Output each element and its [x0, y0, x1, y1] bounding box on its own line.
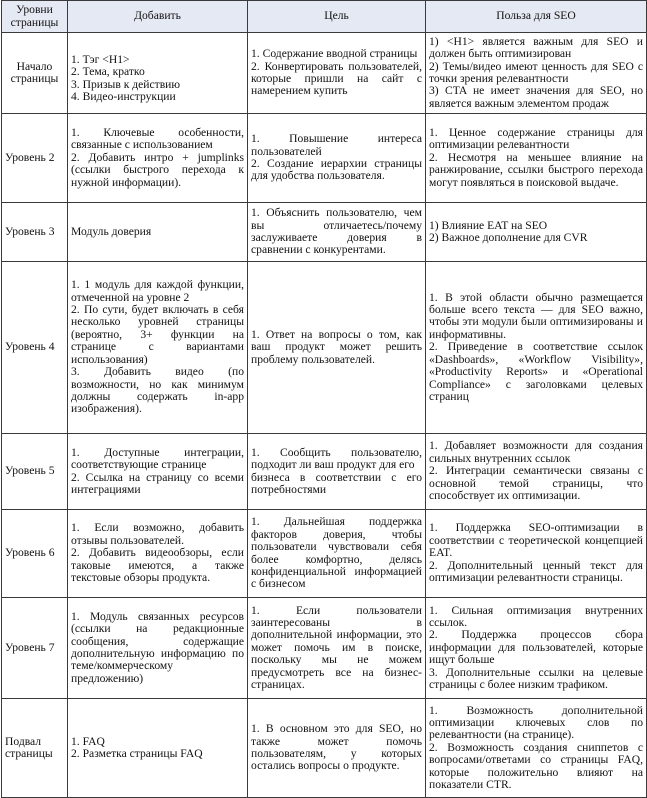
add-cell [68, 114, 248, 203]
benefit-item: 1. Добавляет возможности для создания сильных внутренних ссылок [429, 439, 643, 465]
level-cell: Уровень 4 [2, 262, 68, 434]
level-cell: Уровень 2 [2, 114, 68, 203]
goal-item: 1. Содержание вводной страницы [251, 47, 418, 61]
goal-item: 1. Дальнейшая поддержка факторов доверия, чтобы пользователи чувствовали себя более комфортно, делясь конфиденциальной информацией с бизнесом [251, 515, 422, 591]
goal-item: 2. Конвертировать пользователей, которые пришли на сайт с намерением купить [251, 59, 422, 98]
goal-item: 1. Сообщить пользователю, подходит ли ваш продукт для его [251, 445, 422, 472]
goal-cell [248, 510, 426, 598]
goal-item: 1. Если пользователи заинтересованы в дополнительной информации, это может помочь им в поиске, поскольку мы не можем предусмотреть все на бизнес-страницах. [251, 603, 422, 692]
goal-cell [248, 598, 426, 699]
benefit-cell [426, 114, 647, 203]
benefit-item: 1. Ценное содержание страницы для оптимизации релевантности [429, 125, 643, 152]
benefit-cell [426, 33, 647, 114]
level-cell: Уровень 5 [2, 434, 68, 510]
seo-page-structure-table [1, 0, 647, 798]
benefit-item: 2. Дополнительный ценный текст для оптимизации релевантности страницы. [429, 558, 643, 585]
goal-cell [248, 699, 426, 798]
goal-item: бизнеса в соответствии с его потребностями [251, 470, 422, 496]
benefit-item: 2. Несмотря на меньшее влияние на ранжирование, ссылки быстрого перехода могут появляться в поисковой выдаче. [429, 150, 643, 189]
level-cell: Уровень 7 [2, 598, 68, 699]
benefit-item: 3) CTA не имеет значения для SEO, но является важным элементом продаж [429, 84, 643, 110]
benefit-cell [426, 598, 647, 699]
add-cell [68, 598, 248, 699]
benefit-item: 2. Возможность создания сниппетов с вопросами/ответами со страницы FAQ, которые положительно влияют на показатели CTR. [429, 740, 643, 792]
goal-item: 1. В основном это для SEO, но также может помочь пользователям, у которых остались вопросы о продукте. [251, 722, 422, 773]
benefit-item: 1) <H1> является важным для SEO и должен быть оптимизирован [429, 34, 643, 61]
add-item: 4. Видео-инструкции [71, 89, 176, 103]
header-benefit: Польза для SEO [426, 1, 647, 33]
header-level: Уровни страницы [2, 1, 68, 33]
table-row [2, 699, 647, 798]
add-item: 1. Если возможно, добавить отзывы пользователей. [71, 521, 244, 547]
goal-cell [248, 33, 426, 114]
goal-cell [248, 114, 426, 203]
benefit-item: 2. Поддержка процессов сбора информации для пользователей, которые ищут больше [429, 628, 643, 667]
table-row [2, 114, 647, 203]
add-cell [68, 33, 248, 114]
add-item: 2. Добавить интро + jumplinks (ссылки быстрого перехода к нужной информации). [71, 150, 244, 189]
benefit-item: 1. В этой области обычно размещается больше всего текста — для SEO важно, чтобы эти модули были оптимизированы и информативны. [429, 290, 643, 341]
goal-item: 1. Объяснить пользователю, чем вы отличаетесь/почему заслуживаете доверия в сравнении с конкурентами. [251, 206, 422, 257]
add-item: 2. По сути, будет включать в себя несколько уровней страницы (вероятно, 3+ функции на странице с вариантами использования) [71, 303, 244, 366]
add-item: 3. Призыв к действию [71, 77, 181, 91]
level-cell: Уровень 6 [2, 510, 68, 598]
add-item: Модуль доверия [71, 224, 152, 238]
benefit-cell [426, 699, 647, 798]
add-item: 1. FAQ [71, 734, 105, 748]
goal-item: 1. Ответ на вопросы о том, как ваш продукт может решить проблему пользователей. [251, 327, 422, 366]
benefit-cell [426, 434, 647, 510]
level-cell: Начало страницы [2, 33, 68, 114]
benefit-item: 2) Важное дополнение для CVR [429, 231, 588, 244]
add-item: 1. Тэг <H1> [71, 52, 130, 66]
level-cell: Уровень 3 [2, 203, 68, 262]
add-item: 1. Доступные интеграции, соответствующие странице [71, 445, 244, 472]
add-item: 1. 1 модуль для каждой функции, отмеченной на уровне 2 [71, 278, 244, 304]
benefit-item: 2) Темы/видео имеют ценность для SEO с точки зрения релевантности [429, 59, 643, 85]
benefit-item: 1. Сильная оптимизация внутренних ссылок. [429, 603, 643, 629]
benefit-cell [426, 510, 647, 598]
benefit-item: 1. Поддержка SEO-оптимизации в соответствии с теоретической концепцией EAT. [429, 521, 643, 560]
table-row [2, 33, 647, 114]
benefit-cell [426, 203, 647, 262]
add-item: 2. Тема, кратко [71, 65, 145, 79]
header-add: Добавить [68, 1, 248, 33]
add-cell [68, 699, 248, 798]
goal-item: 1. Повышение интереса пользователей [251, 132, 422, 158]
add-item: 2. Разметка страницы FAQ [71, 747, 203, 760]
table-row [2, 598, 647, 699]
goal-cell [248, 203, 426, 262]
table-row [2, 262, 647, 434]
add-item: 2. Добавить видеообзоры, если таковые имеются, а также текстовые обзоры продукта. [71, 546, 244, 585]
add-item: 2. Ссылка на страницу со всеми интеграциями [71, 470, 244, 496]
benefit-item: 1) Влияние EAT на SEO [429, 218, 548, 232]
add-cell [68, 434, 248, 510]
table-row [2, 510, 647, 598]
level-cell: Подвал страницы [2, 699, 68, 798]
add-item: 1. Ключевые особенности, связанные с использованием [71, 125, 244, 152]
table-row [2, 203, 647, 262]
add-item: 1. Модуль связанных ресурсов (ссылки на редакционные сообщения, содержащие дополнительную информацию по теме/коммерческому предложению) [71, 609, 244, 685]
benefit-item: 2. Приведение в соответствие ссылок «Dashboards», «Workflow Visibility», «Productivity Reports» и «Operational Compliance» с заголовками целевых страниц [429, 340, 643, 403]
header-goal: Цель [248, 1, 426, 33]
goal-cell [248, 434, 426, 510]
table-header-row [2, 1, 647, 33]
benefit-item: 1. Возможность дополнительной оптимизации ключевых слов по релевантности (на странице). [429, 703, 643, 742]
benefit-cell [426, 262, 647, 434]
goal-cell [248, 262, 426, 434]
table-row [2, 434, 647, 510]
add-cell [68, 262, 248, 434]
add-item: 3. Добавить видео (по возможности, но как минимум должны содержать in-app изображения). [71, 365, 244, 416]
add-cell [68, 203, 248, 262]
benefit-item: 3. Дополнительные ссылки на целевые страницы с более низким трафиком. [429, 665, 643, 692]
benefit-item: 2. Интеграции семантически связаны с основной темой страницы, что способствует их оптимизации. [429, 464, 643, 503]
add-cell [68, 510, 248, 598]
goal-item: 2. Создание иерархии страницы для удобства пользователя. [251, 157, 422, 183]
